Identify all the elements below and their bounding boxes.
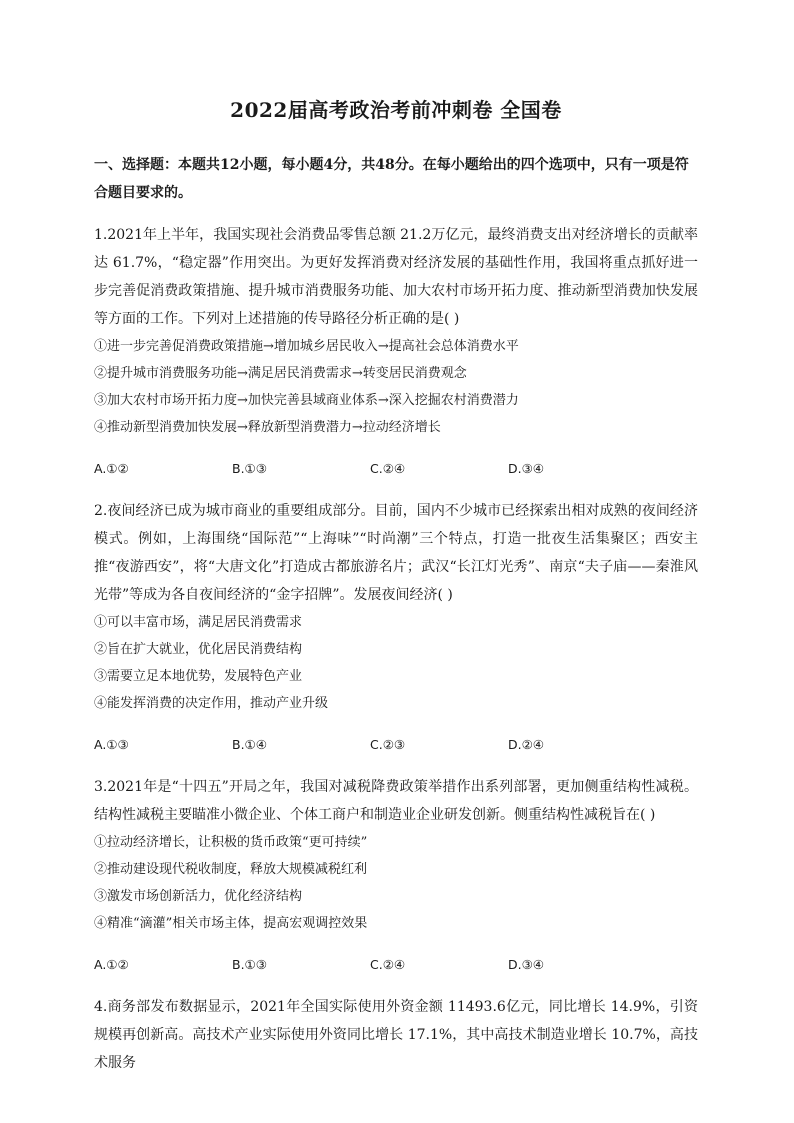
- choice-c[interactable]: C.②④: [370, 957, 406, 972]
- question-2: [94, 497, 698, 759]
- statement-item: ④精准“滴灌”相关市场主体，提高宏观调控效果: [94, 916, 368, 931]
- question-stem: 3.2021年是“十四五”开局之年，我国对减税降费政策举措作出系列部署，更加侧重结构性减税。结构性减税主要瞄准小微企业、个体工商户和制造业企业研发创新。侧重结构性减税旨在( ): [94, 779, 698, 823]
- choice-c[interactable]: C.②③: [370, 737, 406, 752]
- section-header: 一、选择题：本题共12小题，每小题4分，共48分。在每小题给出的四个选项中，只有一项是符合题目要求的。: [94, 157, 689, 201]
- answer-choices: [94, 731, 698, 759]
- choice-b[interactable]: B.①③: [232, 461, 267, 476]
- statement-item: ①拉动经济增长，让积极的货币政策“更可持续”: [94, 835, 368, 850]
- choice-b[interactable]: B.①③: [232, 957, 267, 972]
- choice-a[interactable]: A.①②: [94, 461, 129, 476]
- choice-a[interactable]: A.①③: [94, 737, 129, 752]
- statement-item: ④能发挥消费的决定作用，推动产业升级: [94, 696, 329, 711]
- statement-item: ④推动新型消费加快发展→释放新型消费潜力→拉动经济增长: [94, 420, 441, 435]
- question-stem: 2.夜间经济已成为城市商业的重要组成部分。目前，国内不少城市已经探索出相对成熟的夜间经济模式。例如，上海围绕“国际范”“上海味”“时尚潮”三个特点，打造一批夜生活集聚区；西安主推“夜游西安”，将“大唐文化”打造成古都旅游名片；武汉“长江灯光秀”、南京“夫子庙——秦淮风光带”等成为各自夜间经济的“金字招牌”。发展夜间经济( ): [94, 503, 698, 603]
- choice-a[interactable]: A.①②: [94, 957, 129, 972]
- page-title: 2022届高考政治考前冲刺卷 全国卷: [230, 98, 562, 122]
- statement-item: ②旨在扩大就业，优化居民消费结构: [94, 642, 303, 657]
- statement-item: ②提升城市消费服务功能→满足居民消费需求→转变居民消费观念: [94, 366, 467, 381]
- statement-item: ②推动建设现代税收制度，释放大规模减税红利: [94, 862, 368, 877]
- question-stem: 1.2021年上半年，我国实现社会消费品零售总额 21.2万亿元，最终消费支出对经济增长的贡献率达 61.7%，“稳定器”作用突出。为更好发挥消费对经济发展的基础性作用，我国将重点抓好进一步完善促消费政策措施、提升城市消费服务功能、加大农村市场开拓力度、推动新型消费加快发展等方面的工作。下列对上述措施的传导路径分析正确的是( ): [94, 227, 698, 327]
- choice-b[interactable]: B.①④: [232, 737, 267, 752]
- choice-d[interactable]: D.③④: [508, 957, 545, 972]
- statement-item: ③加大农村市场开拓力度→加快完善县域商业体系→深入挖掘农村消费潜力: [94, 393, 519, 408]
- question-stem: 4.商务部发布数据显示，2021年全国实际使用外资金额 11493.6亿元，同比增长 14.9%，引资规模再创新高。高技术产业实际使用外资同比增长 17.1%，其中高技术制造业增长 10.7%，高技术服务: [94, 999, 698, 1071]
- answer-choices: [94, 951, 698, 979]
- question-4: [94, 993, 698, 1077]
- choice-c[interactable]: C.②④: [370, 461, 406, 476]
- statement-item: ①可以丰富市场，满足居民消费需求: [94, 615, 303, 630]
- choice-d[interactable]: D.③④: [508, 461, 545, 476]
- question-1: [94, 221, 698, 483]
- statement-item: ③激发市场创新活力，优化经济结构: [94, 889, 303, 904]
- statement-item: ①进一步完善促消费政策措施→增加城乡居民收入→提高社会总体消费水平: [94, 339, 519, 354]
- statement-item: ③需要立足本地优势，发展特色产业: [94, 669, 303, 684]
- answer-choices: [94, 455, 698, 483]
- question-3: [94, 773, 698, 979]
- choice-d[interactable]: D.②④: [508, 737, 545, 752]
